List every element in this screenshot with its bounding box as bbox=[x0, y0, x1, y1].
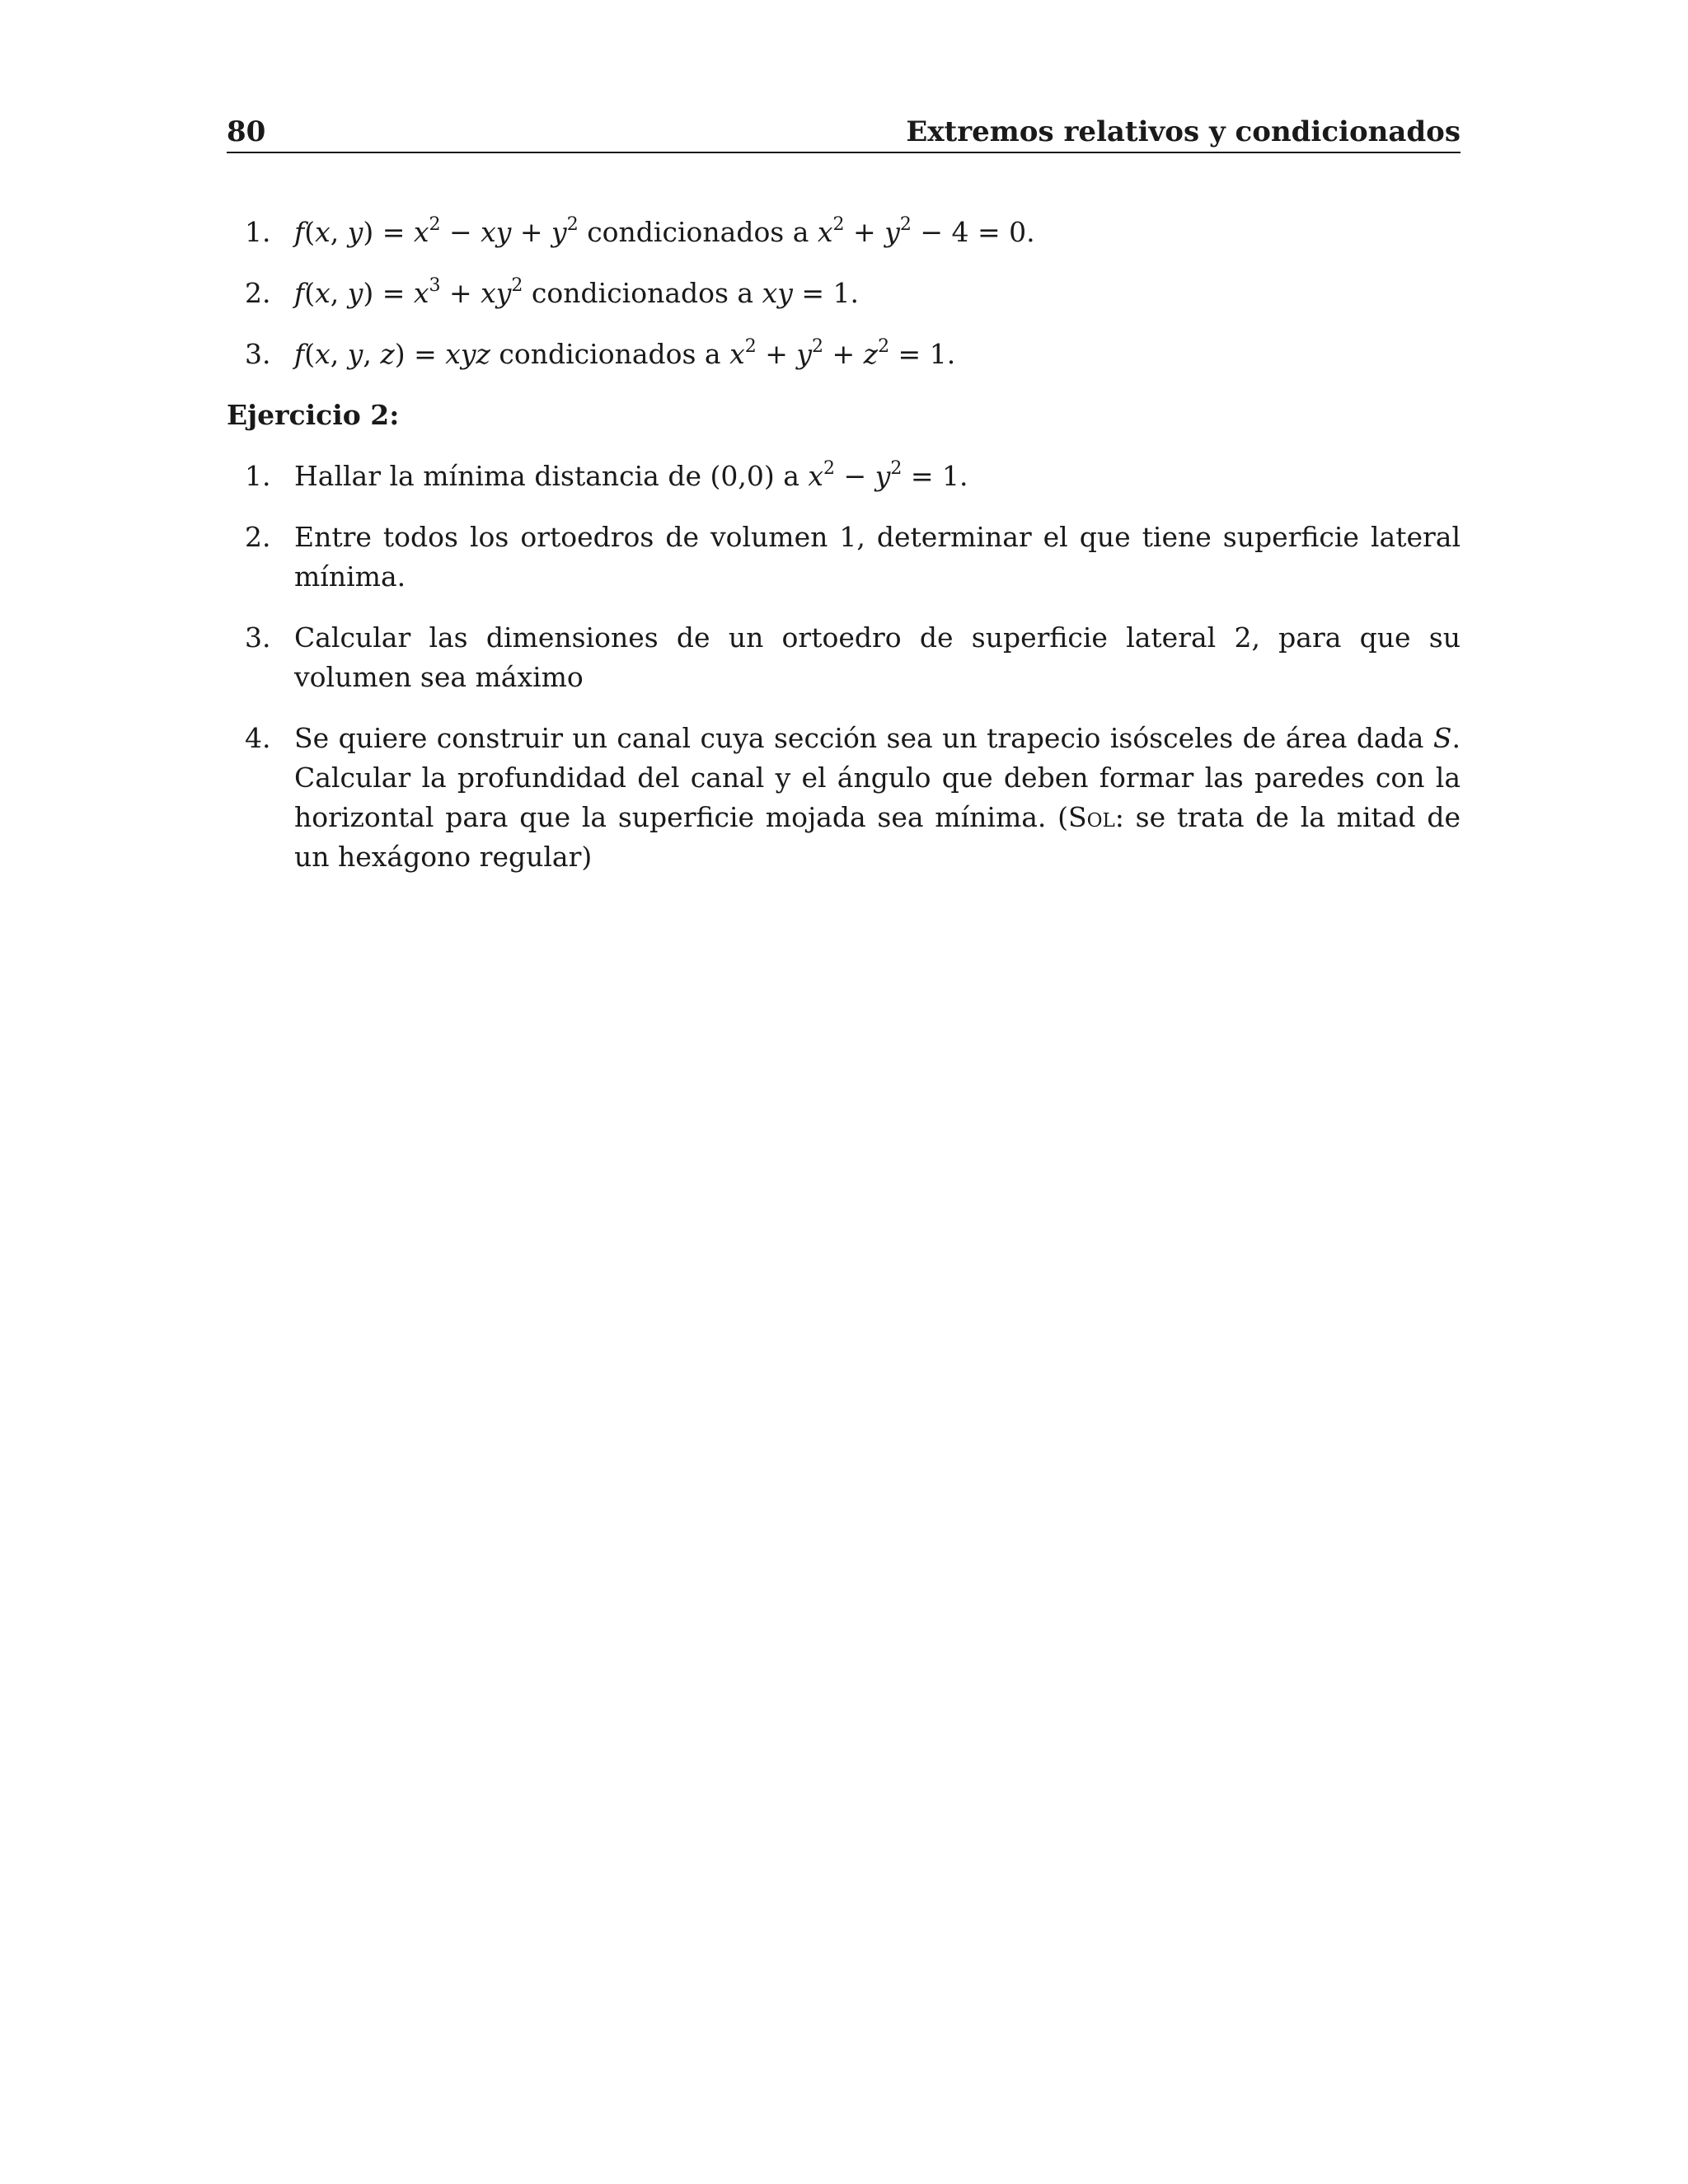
constraint-expression: $x^2 + y^2 - 4 = 0$. bbox=[817, 214, 1035, 248]
item-number: 3. bbox=[245, 621, 271, 654]
exercise-heading: Ejercicio 2: bbox=[227, 399, 400, 431]
function-expression: f(x, $y) = x^2$ − xy + $y^2$ bbox=[294, 214, 579, 248]
item-text: Hallar la mínima distancia de bbox=[294, 460, 701, 492]
item-number: 2. bbox=[245, 277, 271, 309]
connector-text: condicionados a bbox=[531, 277, 754, 309]
item-number: 2. bbox=[245, 521, 271, 553]
chapter-title: Extremos relativos y condicionados bbox=[906, 115, 1461, 148]
exercise-2-list bbox=[227, 457, 1461, 877]
connector-text: condicionados a bbox=[587, 216, 809, 248]
item-text: a bbox=[783, 460, 799, 492]
list-item bbox=[227, 457, 1461, 496]
constrained-extrema-list bbox=[227, 213, 1461, 374]
function-expression: f(x, y, z) = xyz bbox=[294, 338, 490, 370]
function-expression: f(x, $y) = x^3 + xy^2$ bbox=[294, 275, 523, 309]
list-item bbox=[227, 335, 1461, 374]
connector-text: condicionados a bbox=[499, 338, 721, 370]
item-number: 1. bbox=[245, 216, 271, 248]
item-number: 1. bbox=[245, 460, 271, 492]
item-text: Se quiere construir un canal cuya sección sea un trapecio isósceles de área dada bbox=[294, 722, 1424, 754]
item-text: . Calcular la profundidad del canal y el ángulo que deben formar las paredes con la horizontal para que la superficie mojada sea mínima. ( bbox=[294, 722, 1461, 833]
point-expression: (0,0) bbox=[710, 460, 775, 492]
list-item bbox=[227, 719, 1461, 877]
item-text: : se trata de la mitad de un hexágono regular) bbox=[294, 801, 1461, 873]
running-head bbox=[227, 115, 1461, 153]
area-variable: S bbox=[1432, 722, 1452, 754]
list-item bbox=[227, 518, 1461, 597]
page bbox=[227, 0, 1461, 2184]
constraint-expression: xy = 1. bbox=[762, 277, 860, 309]
curve-expression: $x^2 - y^2 = 1$. bbox=[808, 458, 968, 492]
list-item bbox=[227, 274, 1461, 313]
list-item bbox=[227, 213, 1461, 252]
item-text: Calcular las dimensiones de un ortoedro de superficie lateral 2, para que su volumen sea máximo bbox=[294, 621, 1461, 693]
solution-label: Sol bbox=[1068, 801, 1115, 833]
page-number: 80 bbox=[227, 115, 266, 148]
item-number: 4. bbox=[245, 722, 271, 754]
item-text: Entre todos los ortoedros de volumen 1, determinar el que tiene superficie lateral mínima. bbox=[294, 521, 1461, 593]
list-item bbox=[227, 618, 1461, 697]
page-content bbox=[227, 213, 1461, 898]
item-number: 3. bbox=[245, 338, 271, 370]
constraint-expression: $x^2 + y^2 + z^2 = 1$. bbox=[729, 336, 956, 370]
